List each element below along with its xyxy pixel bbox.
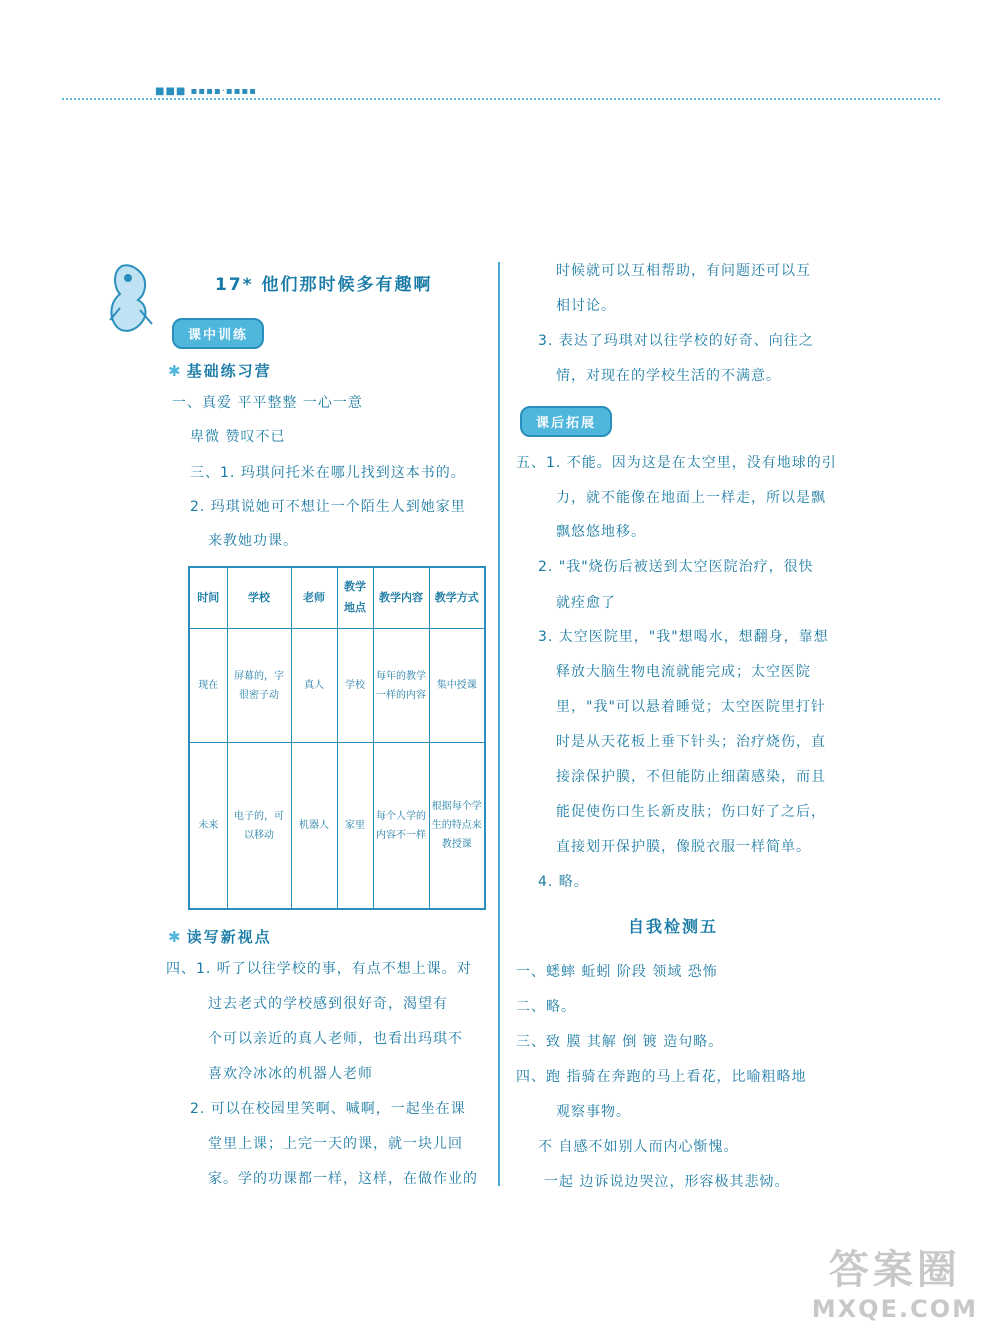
column-divider (498, 262, 500, 1186)
right-line: 飘悠悠地移。 (556, 524, 646, 540)
right-line: 释放大脑生物电流就能完成；太空医院 (556, 664, 811, 680)
right-line: 时是从天花板上垂下针头；治疗烧伤，直 (556, 734, 826, 750)
after-class-badge: 课后拓展 (520, 406, 612, 437)
watermark-url: MXQE.COM (811, 1295, 978, 1323)
self-test-line: 观察事物。 (556, 1104, 631, 1120)
left-line: 四、1. 听了以往学校的事，有点不想上课。对 (166, 961, 472, 977)
table-cell: 真人 (291, 629, 337, 743)
basic-practice-label: 基础练习营 (186, 362, 272, 380)
left-line: 家。学的功课都一样，这样，在做作业的 (208, 1171, 478, 1187)
right-line: 力，就不能像在地面上一样走，所以是飘 (556, 490, 826, 506)
self-test-line: 四、跑 指骑在奔跑的马上看花，比喻粗略地 (516, 1069, 807, 1085)
watermark-logo: 答案圈 (828, 1247, 961, 1293)
table-cell: 屏幕的，字很密子动 (227, 629, 291, 743)
read-write-label: 读写新视点 (186, 928, 272, 946)
left-line: 2. 玛琪说她可不想让一个陌生人到她家里 (190, 499, 466, 515)
left-line: 来教她功课。 (208, 533, 298, 549)
table-header-cell: 学校 (227, 567, 291, 629)
right-line: 能促使伤口生长新皮肤；伤口好了之后， (556, 804, 826, 820)
right-line: 五、1. 不能。因为这是在太空里，没有地球的引 (516, 455, 837, 471)
left-line: 卑微 赞叹不已 (190, 429, 286, 445)
table-row (189, 629, 485, 743)
right-line: 相讨论。 (556, 298, 616, 314)
left-line: 三、1. 玛琪问托米在哪儿找到这本书的。 (190, 465, 466, 481)
left-line: 2. 可以在校园里笑啊、喊啊，一起坐在课 (190, 1101, 466, 1117)
table-cell: 学校 (337, 629, 373, 743)
self-test-line: 一、蟋蟀 蚯蚓 阶段 领域 恐怖 (516, 964, 718, 980)
read-write-heading (168, 926, 272, 947)
right-line: 接涂保护膜，不但能防止细菌感染，而且 (556, 769, 826, 785)
table-cell: 现在 (189, 629, 227, 743)
right-line: 3. 太空医院里，"我"想喝水，想翻身，靠想 (538, 629, 829, 645)
star-icon: ✱ (168, 928, 183, 946)
table-cell: 每个人学的内容不一样 (373, 743, 429, 909)
table-cell: 电子的，可以移动 (227, 743, 291, 909)
right-line: 3. 表达了玛琪对以往学校的好奇、向往之 (538, 333, 814, 349)
left-line: 过去老式的学校感到很好奇，渴望有 (208, 996, 448, 1012)
right-line: 直接划开保护膜，像脱衣服一样简单。 (556, 839, 811, 855)
self-test-heading: 自我检测五 (628, 917, 719, 936)
left-line: 一、真爱 平平整整 一心一意 (172, 395, 363, 411)
table-cell: 未来 (189, 743, 227, 909)
right-line: 2. "我"烧伤后被送到太空医院治疗，很快 (538, 559, 814, 575)
table-header-cell: 教学方式 (429, 567, 485, 629)
in-class-badge: 课中训练 (172, 318, 264, 349)
basic-practice-heading (168, 360, 272, 381)
header-mark: ■■■ ▪▪▪▪·▪▪▪▪ (155, 86, 257, 97)
right-line: 就痊愈了 (556, 595, 616, 611)
table-cell: 根据每个学生的特点来教授课 (429, 743, 485, 909)
decorative-figure-icon (102, 258, 162, 338)
star-icon: ✱ (168, 362, 183, 380)
left-line: 个可以亲近的真人老师，也看出玛琪不 (208, 1031, 463, 1047)
right-line: 4. 略。 (538, 874, 589, 890)
left-line: 堂里上课；上完一天的课，就一块儿回 (208, 1136, 463, 1152)
table-header-row (189, 567, 485, 629)
lesson-title: 17* 他们那时候多有趣啊 (215, 275, 433, 295)
self-test-line: 不 自感不如别人而内心惭愧。 (538, 1139, 739, 1155)
right-line: 情，对现在的学校生活的不满意。 (556, 368, 781, 384)
table-header-cell: 老师 (291, 567, 337, 629)
self-test-line: 二、略。 (516, 999, 576, 1015)
table-cell: 集中授课 (429, 629, 485, 743)
self-test-line: 一起 边诉说边哭泣，形容极其悲恸。 (544, 1174, 790, 1190)
right-line: 时候就可以互相帮助，有问题还可以互 (556, 263, 811, 279)
right-line: 里，"我"可以悬着睡觉；太空医院里打针 (556, 699, 826, 715)
self-test-line: 三、致 膜 其解 倒 镀 造句略。 (516, 1034, 724, 1050)
header-rule (62, 98, 940, 100)
table-cell: 机器人 (291, 743, 337, 909)
watermark (812, 1238, 978, 1323)
table-header-cell: 教学地点 (337, 567, 373, 629)
comparison-table (188, 566, 486, 910)
table-cell: 家里 (337, 743, 373, 909)
table-cell: 每年的教学一样的内容 (373, 629, 429, 743)
table-header-cell: 时间 (189, 567, 227, 629)
left-line: 喜欢冷冰冰的机器人老师 (208, 1066, 373, 1082)
table-header-cell: 教学内容 (373, 567, 429, 629)
table-row (189, 743, 485, 909)
